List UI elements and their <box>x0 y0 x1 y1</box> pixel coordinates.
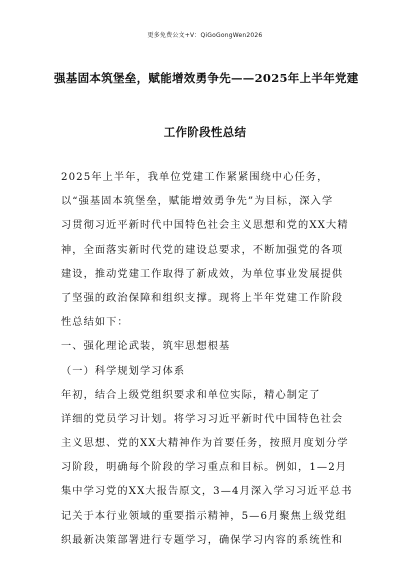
section-heading: 一、强化理论武装，筑牢思想根基 <box>61 341 231 353</box>
body-line: 集中学习党的XX大报告原文，3—4月深入学习习近平总书 <box>61 486 353 498</box>
subsection-heading: （一）科学规划学习体系 <box>61 365 186 377</box>
body-line: 年初，结合上级党组织要求和单位实际，精心制定了 <box>61 389 321 401</box>
body-line: 2025年上半年，我单位党建工作紧紧围绕中心任务， <box>61 172 329 183</box>
body-line: 记关于本行业领域的重要指示精神，5—6月聚焦上级党组 <box>61 510 348 522</box>
header-note: 更多免费公文+V：QiGoGongWen2026 <box>147 32 263 39</box>
body-line: 了坚强的政治保障和组织支撑。现将上半年党建工作阶段 <box>61 292 344 304</box>
document-body <box>61 166 351 553</box>
body-line: 神，全面落实新时代党的建设总要求，不断加强党的各项 <box>61 244 344 256</box>
document-title-line-2: 工作阶段性总结 <box>163 125 247 139</box>
body-line: 主义思想、党的XX大精神作为首要任务，按照月度划分学 <box>61 438 349 450</box>
body-line: 习阶段，明确每个阶段的学习重点和目标。例如，1—2月 <box>61 462 348 474</box>
body-line: 习贯彻习近平新时代中国特色社会主义思想和党的XX大精 <box>61 220 349 232</box>
body-line: 织最新决策部署进行专题学习，确保学习内容的系统性和 <box>61 534 344 546</box>
body-line: 以“强基固本筑堡垒，赋能增效勇争先”为目标，深入学 <box>61 196 334 208</box>
document-title-line-1: 强基固本筑堡垒，赋能增效勇争先——2025年上半年党建 <box>54 71 359 85</box>
body-line: 建设，推动党建工作取得了新成效，为单位事业发展提供 <box>61 268 344 280</box>
body-line: 详细的党员学习计划。将学习习近平新时代中国特色社会 <box>61 413 344 425</box>
body-line: 性总结如下： <box>61 317 129 329</box>
